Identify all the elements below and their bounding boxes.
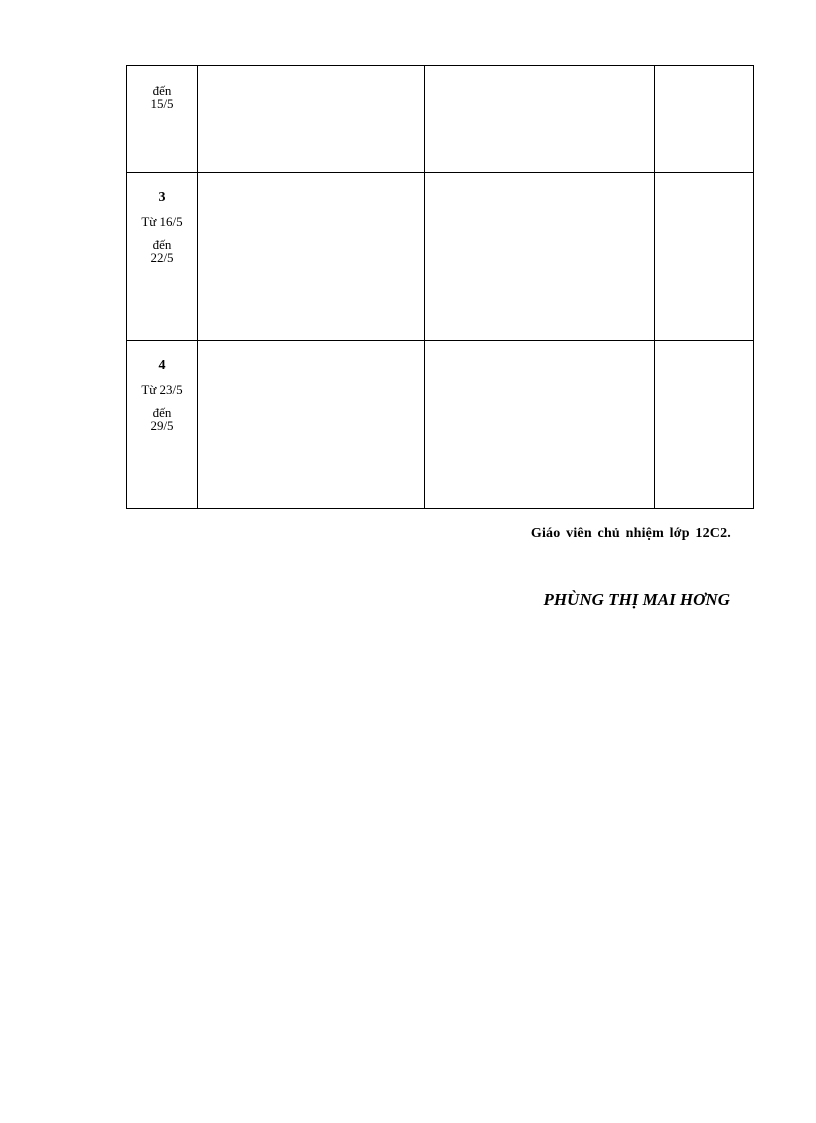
table-row: [127, 341, 754, 509]
week-number: 3: [158, 190, 166, 205]
week-cell: [127, 173, 198, 341]
content-cell: [655, 66, 754, 173]
week-cell: [127, 341, 198, 509]
week-cell: [127, 66, 198, 173]
signature-title: Giáo viên chủ nhiệm lớp 12C2.: [530, 526, 731, 541]
week-from: Từ 16/5: [141, 214, 183, 229]
to-date: 22/5: [150, 250, 174, 265]
to-date: 29/5: [150, 418, 174, 433]
signature-name: PHÙNG THỊ MAI HƠNG: [543, 590, 730, 609]
to-date: 15/5: [150, 96, 174, 111]
content-cell: [425, 341, 655, 509]
week-to: [127, 238, 197, 264]
table-row: [127, 173, 754, 341]
content-cell: [655, 341, 754, 509]
week-from: Từ 23/5: [141, 382, 183, 397]
schedule-table: [126, 65, 754, 509]
content-cell: [198, 66, 425, 173]
to-label: đến: [152, 83, 172, 98]
week-to: [127, 406, 197, 432]
content-cell: [655, 173, 754, 341]
week-to: [127, 84, 197, 110]
week-number: 4: [158, 358, 166, 373]
to-label: đến: [152, 405, 172, 420]
to-label: đến: [152, 237, 172, 252]
content-cell: [425, 173, 655, 341]
content-cell: [425, 66, 655, 173]
content-cell: [198, 173, 425, 341]
table-row: [127, 66, 754, 173]
content-cell: [198, 341, 425, 509]
